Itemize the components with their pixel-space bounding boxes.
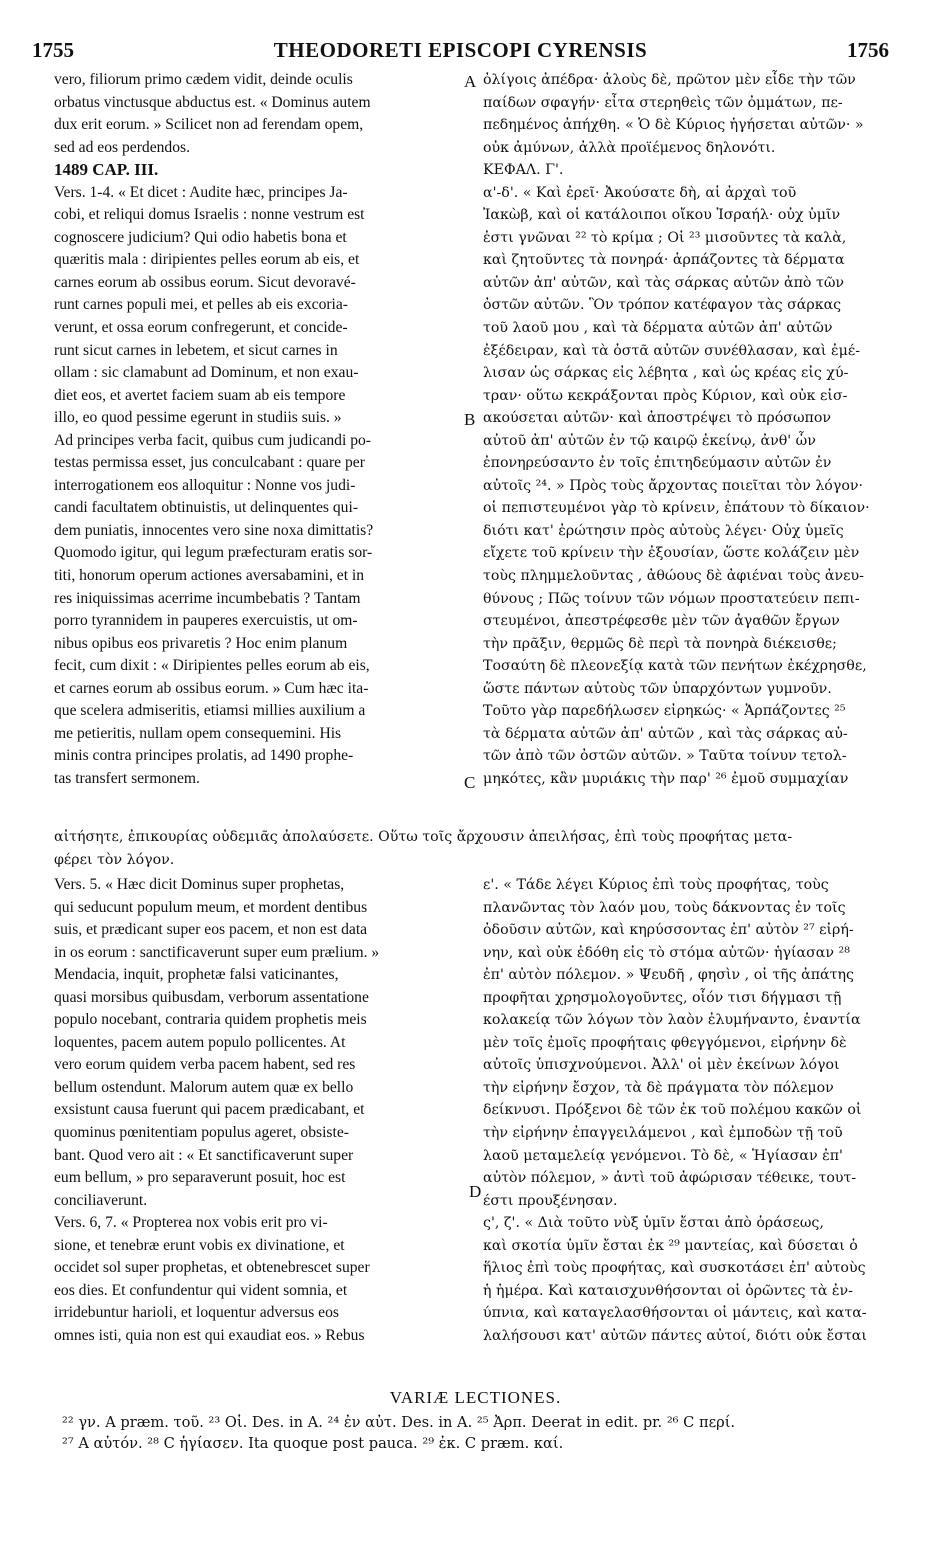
- greek-text-line: αὐτοῦ ἀπ' αὐτῶν ἐν τῷ καιρῷ ἐκείνῳ, ἀνθ' ὧν: [483, 432, 816, 449]
- greek-text-line: Ἰακὼβ, καὶ οἱ κατάλοιποι οἴκου Ἰσραήλ· οὐχ ὑμῖν: [483, 207, 841, 224]
- variae-lectiones-title: VARIÆ LECTIONES.: [389, 1388, 562, 1407]
- greek-text-line: λαοῦ μεταμελείᾳ γενόμενοι. Τὸ δὲ, « Ἡγίασαν ἐπ': [483, 1147, 843, 1164]
- greek-text-line: ὥστε πάντων αὐτοὺς τῶν ὑπαρχόντων γυμνοῦν.: [483, 680, 832, 697]
- latin-text-line: Vers. 1-4. « Et dicet : Audite hæc, principes Ja-: [54, 183, 348, 201]
- greek-text-line: αἰτήσητε, ἐπικουρίας οὐδεμιᾶς ἀπολαύσετε. Οὕτω τοῖς ἄρχουσιν ἀπειλήσας, ἐπὶ τοὺς προφήτας μετα-: [54, 829, 793, 845]
- latin-text-line: que scelera admiseritis, etiamsi millies auxilium a: [54, 702, 366, 720]
- margin-letter-c: C: [464, 773, 476, 792]
- latin-text-line: populo nocebant, contraria quidem prophetis meis: [54, 1011, 367, 1029]
- greek-text-line: ε'. « Τάδε λέγει Κύριος ἐπὶ τοὺς προφήτας, τοὺς: [483, 877, 829, 893]
- greek-text-line: προφῆται χρησμολογοῦντες, οἷόν τισι δήγμασι τῇ: [483, 989, 842, 1006]
- latin-text-line: bellum ostendunt. Malorum autem quæ ex bello: [54, 1078, 354, 1096]
- fullwidth-greek-lines: [54, 826, 904, 871]
- greek-text-line: τραν· οὕτω κεκράξονται πρὸς Κύριον, καὶ οὐκ εἰσ-: [483, 387, 848, 404]
- latin-column-lower: [54, 874, 474, 1347]
- latin-text-line: titi, honorum operum actiones aversabamini, et in: [54, 567, 365, 585]
- greek-text-line: μὲν τοῖς ἐμοῖς προφήταις φθεγγόμενοι, εἰρήνην δὲ: [483, 1034, 847, 1051]
- greek-text-line: αὐτὸν πόλεμον, » ἀντὶ τοῦ ἀφώρισαν τέθεικε, τουτ-: [483, 1170, 857, 1187]
- latin-text-line: illo, eo quod pessime egerunt in studiis suis. »: [54, 409, 342, 427]
- latin-text-line: conciliaverunt.: [54, 1191, 148, 1209]
- margin-letter-b: B: [464, 410, 476, 429]
- greek-text-line: φέρει τὸν λόγον.: [54, 851, 175, 868]
- latin-text-line: candi facultatem obtinuistis, ut delinquentes qui-: [54, 499, 359, 517]
- greek-text-line: τὴν πρᾶξιν, θερμῶς δὲ περὶ τὰ πονηρὰ διέκεισθε;: [483, 635, 837, 652]
- greek-text-line: ΚΕΦΑΛ. Γ'.: [483, 162, 564, 179]
- latin-text-line: Ad principes verba facit, quibus cum judicandi po-: [54, 431, 371, 449]
- latin-text-line: cognoscere judicium? Qui odio habetis bona et: [54, 228, 347, 246]
- greek-text-line: Τοσαύτη δὲ πλεονεξίᾳ κατὰ τῶν πενήτων ἐκέχρησθε,: [483, 658, 867, 675]
- latin-text-line: quæritis mala : diripientes pelles eorum ab eis, et: [54, 251, 360, 269]
- latin-text-line: runt sicut carnes in lebetem, et sicut carnes in: [54, 341, 338, 359]
- latin-text-line: dux erit eorum. » Scilicet non ad ferendam opem,: [54, 116, 364, 134]
- greek-text-line: ὀδοῦσιν αὐτῶν, καὶ κηρύσσοντας ἐπ' αὐτὸν ²⁷ εἰρή-: [483, 922, 854, 939]
- latin-text-line: quominus pœnitentiam populus ageret, obsiste-: [54, 1124, 349, 1142]
- latin-text-line: sione, et tenebræ erunt vobis ex divinatione, et: [54, 1236, 345, 1254]
- latin-text-line: loquentes, pacem autem populo pollicentes. At: [54, 1033, 346, 1051]
- latin-text-line: Mendacia, inquit, prophetæ falsi vaticinantes,: [54, 966, 339, 984]
- latin-text-line: carnes eorum ab ossibus eorum. Sicut devoravé-: [54, 273, 356, 291]
- greek-text-line: ἐστι γνῶναι ²² τὸ κρίμα ; Οἱ ²³ μισοῦντες τὰ καλὰ,: [483, 229, 847, 246]
- greek-text-line: μηκότες, κἂν μυριάκις τὴν παρ' ²⁶ ἐμοῦ συμμαχίαν: [483, 770, 849, 787]
- greek-text-line: τῶν ἀπὸ τῶν ὀστῶν αὐτῶν. » Ταῦτα τοίνυν τετολ-: [483, 748, 847, 765]
- latin-text-line: diet eos, et avertet faciem suam ab eis tempore: [54, 386, 346, 404]
- greek-text-line: ἐπ' αὐτὸν πόλεμον. » Ψευδῆ , φησὶν , οἱ τῆς ἀπάτης: [483, 967, 854, 984]
- greek-text-line: αὐτῶν ἀπ' αὐτῶν, καὶ τὰς σάρκας αὐτῶν ἀπὸ τῶν: [483, 274, 845, 291]
- greek-text-line: ύπνια, καὶ καταγελασθήσονται οἱ μάντεις, καὶ κατα-: [483, 1305, 867, 1322]
- greek-text-line: ἐξέδειραν, καὶ τὰ ὀστᾶ αὐτῶν συνέθλασαν, καὶ ἐμέ-: [483, 342, 860, 359]
- greek-text-line: τὴν εἰρήνην ἐπαγγειλάμενοι , καὶ ἐμποδὼν τῇ τοῦ: [483, 1125, 843, 1142]
- greek-text-line: ς', ζ'. « Διὰ τοῦτο νὺξ ὑμῖν ἔσται ἀπὸ ὁράσεως,: [483, 1215, 824, 1232]
- latin-text-line: Quomodo igitur, qui legum præfecturam eratis sor-: [54, 544, 373, 562]
- greek-text-line: οὐκ ἀμύνων, ἀλλὰ προϊέμενος δηλονότι.: [483, 139, 776, 156]
- latin-text-line: vero eorum quidem verba pacem habent, sed res: [54, 1056, 356, 1074]
- latin-column-upper: [54, 69, 477, 791]
- greek-text-line: ἥλιος ἐπὶ τοὺς προφήτας, καὶ συσκοτάσει ἐπ' αὐτοὺς: [483, 1260, 866, 1277]
- greek-text-line: παίδων σφαγήν· εἶτα στερηθεὶς τῶν ὀμμάτων, πε-: [483, 94, 843, 111]
- latin-text-line: Vers. 5. « Hæc dicit Dominus super prophetas,: [54, 876, 345, 893]
- latin-text-line: vero, filiorum primo cædem vidit, deinde oculis: [54, 71, 353, 88]
- greek-text-line: α'-δ'. « Καὶ ἐρεῖ· Ἀκούσατε δὴ, αἱ ἀρχαὶ τοῦ: [483, 184, 797, 201]
- greek-text-line: πεδημένος ἀπήχθη. « Ὁ δὲ Κύριος ἡγήσεται αὐτῶν· »: [483, 117, 864, 134]
- greek-text-line: Τοῦτο γὰρ παρεδήλωσεν εἰρηκώς· « Ἁρπάζοντες ²⁵: [483, 703, 846, 720]
- latin-text-line: testas permissa esset, jus conculcabant : quare per: [54, 454, 365, 472]
- greek-text-line: ὀλίγοις ἀπέδρα· ἀλοὺς δὲ, πρῶτον μὲν εἶδε τὴν τῶν: [483, 72, 856, 88]
- latin-text-line: irridebuntur harioli, et loquentur adversus eos: [54, 1304, 339, 1322]
- latin-text-line: eos dies. Et confundentur qui vident somnia, et: [54, 1281, 348, 1299]
- latin-text-line: quasi morsibus quibusdam, verborum assentatione: [54, 988, 369, 1006]
- greek-text-line: τοῦ λαοῦ μου , καὶ τὰ δέρματα αὐτῶν ἀπ' αὐτῶν: [483, 320, 833, 337]
- latin-text-line: dem puniatis, innocentes vero sine noxa dimittatis?: [54, 521, 374, 539]
- latin-text-line: eum bellum, » pro separaverunt posuit, hoc est: [54, 1169, 346, 1187]
- greek-column-upper: [483, 69, 903, 791]
- latin-text-line: porro tyrannidem in pauperes exercuistis, ut om-: [54, 612, 358, 630]
- greek-text-line: ακούσεται αὐτῶν· καὶ ἀποστρέψει τὸ πρόσωπον: [483, 410, 832, 427]
- page-number-right: 1756: [847, 38, 889, 62]
- latin-text-line: bant. Quod vero ait : « Et sanctificaverunt super: [54, 1146, 354, 1164]
- latin-text-line: verunt, et ossa eorum confregerunt, et concide-: [54, 319, 348, 337]
- latin-text-line: in os eorum : sanctificaverunt super eum prælium. »: [54, 943, 380, 961]
- latin-text-line: sed ad eos perdendos.: [54, 138, 190, 156]
- greek-text-line: στευμένοι, ἀπεστρέφεσθε μὲν τῶν ἀγαθῶν ἔργων: [483, 613, 840, 630]
- greek-text-line: ὀστῶν αὐτῶν. Ὃν τρόπον κατέφαγον τὰς σάρκας: [483, 297, 842, 314]
- latin-text-line: ollam : sic clamabunt ad Dominum, et non exau-: [54, 364, 359, 382]
- greek-text-line: καὶ ζητοῦντες τὰ πονηρά· ἁρπάζοντες τὰ δέρματα: [483, 252, 845, 269]
- latin-text-line: et carnes eorum ab ossibus eorum. » Cum hæc ita-: [54, 679, 369, 697]
- greek-text-line: αὐτοῖς ὑπισχνούμενοι. Ἀλλ' οἱ μὲν ἐκείνων λόγοι: [483, 1057, 840, 1074]
- margin-letter-a: A: [464, 72, 477, 91]
- latin-text-line: interrogationem eos alloquitur : Nonne vos judi-: [54, 476, 356, 494]
- variant-note-line: ²⁷ A αὐτόν. ²⁸ C ἡγίασεν. Ita quoque post pauca. ²⁹ ἐκ. C præm. καί.: [62, 1435, 564, 1452]
- latin-text-line: res iniquissimas acerrime incumbebatis ? Tantam: [54, 589, 361, 607]
- latin-text-line: fecit, cum dixit : « Diripientes pelles eorum ab eis,: [54, 657, 370, 675]
- latin-text-line: tas transfert sermonem.: [54, 769, 200, 787]
- greek-text-line: τὰ δέρματα αὐτῶν ἀπ' αὐτῶν , καὶ τὰς σάρκας αὐ-: [483, 725, 848, 742]
- running-head: [32, 38, 889, 68]
- greek-text-line: οἱ πεπιστευμένοι γὰρ τὸ κρίνειν, ἐπάτουν τὸ δίκαιον·: [483, 500, 870, 517]
- latin-text-line: runt carnes populi mei, et pelles ab eis excoria-: [54, 296, 349, 314]
- greek-text-line: έστι προυξένησαν.: [483, 1192, 618, 1209]
- variae-lectiones-notes: [62, 1412, 912, 1454]
- latin-text-line: qui seducunt populum meum, et mordent dentibus: [54, 898, 368, 916]
- greek-text-line: τοὺς πλημμελοῦντας , ἀθώους δὲ ἀφιέναι τοὺς ἀνευ-: [483, 568, 864, 585]
- greek-text-line: ἐπονηρεύσαντο ἐν τοῖς ἐπιτηδεύμασιν αὐτῶν ἐν: [483, 455, 832, 472]
- margin-letter-d: D: [469, 1182, 482, 1201]
- latin-text-line: omnes isti, quia non est qui exaudiat eos. » Rebus: [54, 1326, 365, 1344]
- greek-text-line: τὴν εἰρήνην ἔσχον, τὰ δὲ πράγματα τὸν πόλεμον: [483, 1079, 834, 1096]
- greek-text-line: ἡ ἡμέρα. Καὶ καταισχυνθήσονται οἱ ὁρῶντες τὰ ἐν-: [483, 1282, 853, 1299]
- greek-text-line: κολακείᾳ τῶν λόγων τὸν λαὸν ἐλυμήναντο, ἐναντία: [483, 1012, 861, 1029]
- greek-text-line: θύνους ; Πῶς τοίνυν τῶν νόμων προστατεύειν πεπι-: [483, 590, 860, 607]
- latin-text-line: Vers. 6, 7. « Propterea nox vobis erit pro vi-: [54, 1214, 328, 1232]
- running-title: THEODORETI EPISCOPI CYRENSIS: [273, 38, 648, 62]
- greek-column-lower: [483, 874, 903, 1347]
- greek-text-line: λαλήσουσι κατ' αὐτῶν πάντες αὐτοί, διότι οὐκ ἔσται: [483, 1327, 867, 1344]
- greek-text-line: εἴχετε τοῦ κρίνειν τὴν ἐξουσίαν, ὥστε κολάζειν μὲν: [483, 545, 860, 562]
- greek-text-line: πλανῶντας τὸν λαόν μου, τοὺς δάκνοντας ἐν τοῖς: [483, 899, 846, 916]
- latin-text-line: exsistunt causa fuerunt qui pacem prædicabant, et: [54, 1101, 365, 1119]
- latin-text-line: occidet sol super prophetas, et obtenebrescet super: [54, 1259, 370, 1277]
- latin-text-line: cobi, et reliqui domus Israelis : nonne vestrum est: [54, 206, 365, 224]
- latin-text-line: orbatus vinctusque abductus est. « Dominus autem: [54, 93, 371, 111]
- latin-text-line: suis, et prædicant super eos pacem, et non est data: [54, 921, 368, 939]
- greek-text-line: διότι κατ' ἐρώτησιν πρὸς αὐτοὺς λέγει· Οὐχ ὑμεῖς: [483, 522, 844, 539]
- greek-text-line: νην, καὶ οὐκ ἐδόθη εἰς τὸ στόμα αὐτῶν· ἡγίασαν ²⁸: [483, 944, 850, 961]
- greek-text-line: καὶ σκοτία ὑμῖν ἔσται ἐκ ²⁹ μαντείας, καὶ δύσεται ὁ: [483, 1237, 858, 1254]
- variant-note-line: ²² γν. A præm. τοῦ. ²³ Οἱ. Des. in A. ²⁴ ἐν αὐτ. Des. in A. ²⁵ Ἀρπ. Deerat in edit. pr. ²⁶ C περί.: [62, 1414, 736, 1431]
- latin-text-line: me petieritis, nullam opem consequemini. His: [54, 724, 342, 742]
- greek-text-line: αὐτοῖς ²⁴. » Πρὸς τοὺς ἄρχοντας ποιεῖται τὸν λόγον·: [483, 477, 864, 494]
- greek-text-line: λισαν ὡς σάρκας εἰς λέβητα , καὶ ὡς κρέας εἰς χύ-: [483, 365, 849, 382]
- latin-text-line: minis contra principes prolatis, ad 1490 prophe-: [54, 747, 354, 765]
- greek-text-line: δείκνυσι. Πρόξενοι δὲ τῶν ἐκ τοῦ πολέμου κακῶν οἱ: [483, 1102, 862, 1119]
- latin-text-line: 1489 CAP. III.: [54, 160, 159, 180]
- page-number-left: 1755: [32, 38, 74, 62]
- latin-text-line: nibus opibus eos privaretis ? Hoc enim planum: [54, 634, 348, 652]
